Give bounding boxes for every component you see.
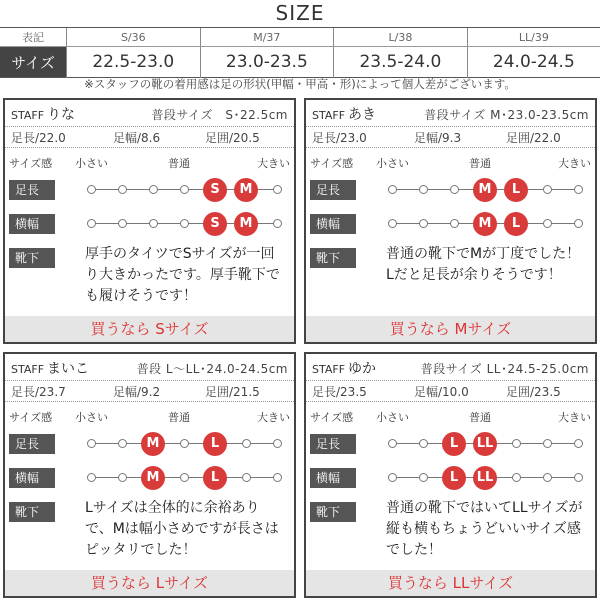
gauge-size-mark: LL [473,466,497,490]
gauge-section-label: サイズ感 [310,411,354,424]
gauge-dot [388,219,397,228]
width-gauge [392,211,578,237]
gauge-dot [118,219,127,228]
gauge-dot [512,439,521,448]
staff-label: STAFF [11,109,45,122]
size-range: 23.5-24.0 [334,47,468,78]
gauge-dot [242,439,251,448]
gauge-header [306,406,595,424]
staff-label: STAFF [11,363,45,376]
gauge-small-label: 小さい [376,411,409,424]
length-row-label: 足長 [9,180,55,200]
gauge-dot [180,439,189,448]
staff-name: あき [348,107,377,123]
socks-row-label: 靴下 [9,502,55,522]
staff-comment: 厚手のタイツでSサイズが一回り大きかったです。厚手靴下でも履けそうです！ [85,246,280,304]
gauge-section-label: サイズ感 [9,157,53,170]
foot-length: 足長/23.7 [11,385,66,399]
staff-name: まいこ [47,361,90,377]
gauge-dot [180,219,189,228]
size-table-header-row [0,28,600,47]
size-table-row-label: サイズ [0,47,67,78]
width-row-label: 横幅 [9,214,55,234]
staff-name: りな [47,107,76,123]
length-row-label: 足長 [9,434,55,454]
gauge-dot [419,439,428,448]
staff-header [11,104,288,126]
foot-measurements [5,126,294,148]
size-table-header-label: 表記 [0,28,67,47]
gauge-dot [450,185,459,194]
width-gauge [392,465,578,491]
gauge-size-mark: L [442,466,466,490]
staff-comment: 普通の靴下でMが丁度でした！Lだと足長が余りそうです！ [386,246,581,283]
purchase-verdict: 買うなら Mサイズ [306,316,595,342]
foot-girth: 足囲/20.5 [205,131,260,145]
gauge-dot [87,473,96,482]
usual-size: 普段サイズ S･22.5cm [151,108,288,122]
staff-card [3,352,296,598]
gauge-normal-label: 普通 [469,411,491,424]
gauge-dot [543,439,552,448]
length-row-label: 足長 [310,180,356,200]
gauge-dot [273,439,282,448]
size-code: L/38 [334,28,468,47]
gauge-dot [87,219,96,228]
staff-card [3,98,296,344]
gauge-dot [87,185,96,194]
gauge-size-mark: M [473,178,497,202]
width-gauge [91,211,277,237]
gauge-large-label: 大きい [558,411,591,424]
width-row-label: 横幅 [310,214,356,234]
usual-size: 普段 L〜LL･24.0-24.5cm [136,362,288,376]
size-range: 24.0-24.5 [467,47,600,78]
gauge-dot [574,185,583,194]
foot-girth: 足囲/22.0 [506,131,561,145]
staff-comment: 普通の靴下ではいてLLサイズが縦も横もちょうどいいサイズ感でした！ [386,500,583,558]
foot-width: 足幅/8.6 [113,131,161,145]
gauge-dot [180,185,189,194]
gauge-size-mark: L [504,178,528,202]
gauge-large-label: 大きい [257,411,290,424]
size-range: 22.5-23.0 [67,47,201,78]
gauge-dot [512,473,521,482]
gauge-size-mark: L [504,212,528,236]
staff-card [304,98,597,344]
staff-header [11,358,288,380]
gauge-small-label: 小さい [376,157,409,170]
length-gauge [91,431,277,457]
gauge-dot [149,219,158,228]
gauge-large-label: 大きい [257,157,290,170]
width-row-label: 横幅 [9,468,55,488]
staff-header [312,104,589,126]
foot-width: 足幅/9.2 [113,385,161,399]
staff-header [312,358,589,380]
gauge-size-mark: M [473,212,497,236]
gauge-size-mark: M [234,212,258,236]
gauge-dot [388,439,397,448]
gauge-dot [118,473,127,482]
staff-card [304,352,597,598]
gauge-dot [419,473,428,482]
usual-size: 普段サイズ M･23.0-23.5cm [424,108,589,122]
gauge-dot [118,185,127,194]
gauge-dot [388,473,397,482]
staff-name: ゆか [348,361,377,377]
gauge-normal-label: 普通 [469,157,491,170]
foot-length: 足長/23.0 [312,131,367,145]
gauge-size-mark: M [234,178,258,202]
gauge-size-mark: S [203,212,227,236]
gauge-dot [87,439,96,448]
gauge-dot [419,185,428,194]
gauge-header [5,152,294,170]
staff-comment: Lサイズは全体的に余裕ありで、Mは幅小さめですが長さはピッタリでした！ [85,500,279,558]
gauge-dot [574,439,583,448]
gauge-dot [180,473,189,482]
width-row-label: 横幅 [310,468,356,488]
socks-row-label: 靴下 [310,248,356,268]
purchase-verdict: 買うなら Lサイズ [5,570,294,596]
foot-measurements [5,380,294,402]
length-gauge [392,431,578,457]
gauge-dot [273,219,282,228]
gauge-dot [543,219,552,228]
gauge-small-label: 小さい [75,157,108,170]
fit-disclaimer: ※スタッフの靴の着用感は足の形状(甲幅・甲高・形)によって個人差がございます。 [84,77,516,91]
gauge-dot [574,473,583,482]
gauge-size-mark: S [203,178,227,202]
gauge-size-mark: LL [473,432,497,456]
page-title: SIZE [275,1,325,25]
gauge-dot [118,439,127,448]
length-row-label: 足長 [310,434,356,454]
length-gauge [392,177,578,203]
foot-width: 足幅/10.0 [414,385,469,399]
usual-size: 普段サイズ LL･24.5-25.0cm [420,362,589,376]
size-code: S/36 [67,28,201,47]
gauge-size-mark: L [442,432,466,456]
length-gauge [91,177,277,203]
gauge-dot [543,473,552,482]
width-gauge [91,465,277,491]
gauge-normal-label: 普通 [168,411,190,424]
gauge-section-label: サイズ感 [310,157,354,170]
foot-length: 足長/22.0 [11,131,66,145]
gauge-dot [242,473,251,482]
staff-label: STAFF [312,363,346,376]
purchase-verdict: 買うなら Sサイズ [5,316,294,342]
gauge-section-label: サイズ感 [9,411,53,424]
purchase-verdict: 買うなら LLサイズ [306,570,595,596]
gauge-dot [273,473,282,482]
foot-girth: 足囲/23.5 [506,385,561,399]
size-table-value-row [0,47,600,78]
foot-measurements [306,126,595,148]
size-table [0,28,600,78]
size-code: M/37 [200,28,334,47]
gauge-large-label: 大きい [558,157,591,170]
gauge-dot [419,219,428,228]
gauge-header [306,152,595,170]
gauge-dot [574,219,583,228]
gauge-dot [149,185,158,194]
gauge-dot [450,219,459,228]
size-range: 23.0-23.5 [200,47,334,78]
foot-measurements [306,380,595,402]
gauge-normal-label: 普通 [168,157,190,170]
socks-row-label: 靴下 [310,502,356,522]
size-code: LL/39 [467,28,600,47]
gauge-header [5,406,294,424]
socks-row-label: 靴下 [9,248,55,268]
gauge-size-mark: M [141,466,165,490]
staff-label: STAFF [312,109,346,122]
gauge-dot [388,185,397,194]
gauge-small-label: 小さい [75,411,108,424]
foot-length: 足長/23.5 [312,385,367,399]
gauge-dot [543,185,552,194]
gauge-dot [273,185,282,194]
gauge-size-mark: L [203,432,227,456]
gauge-size-mark: M [141,432,165,456]
foot-width: 足幅/9.3 [414,131,462,145]
foot-girth: 足囲/21.5 [205,385,260,399]
gauge-size-mark: L [203,466,227,490]
